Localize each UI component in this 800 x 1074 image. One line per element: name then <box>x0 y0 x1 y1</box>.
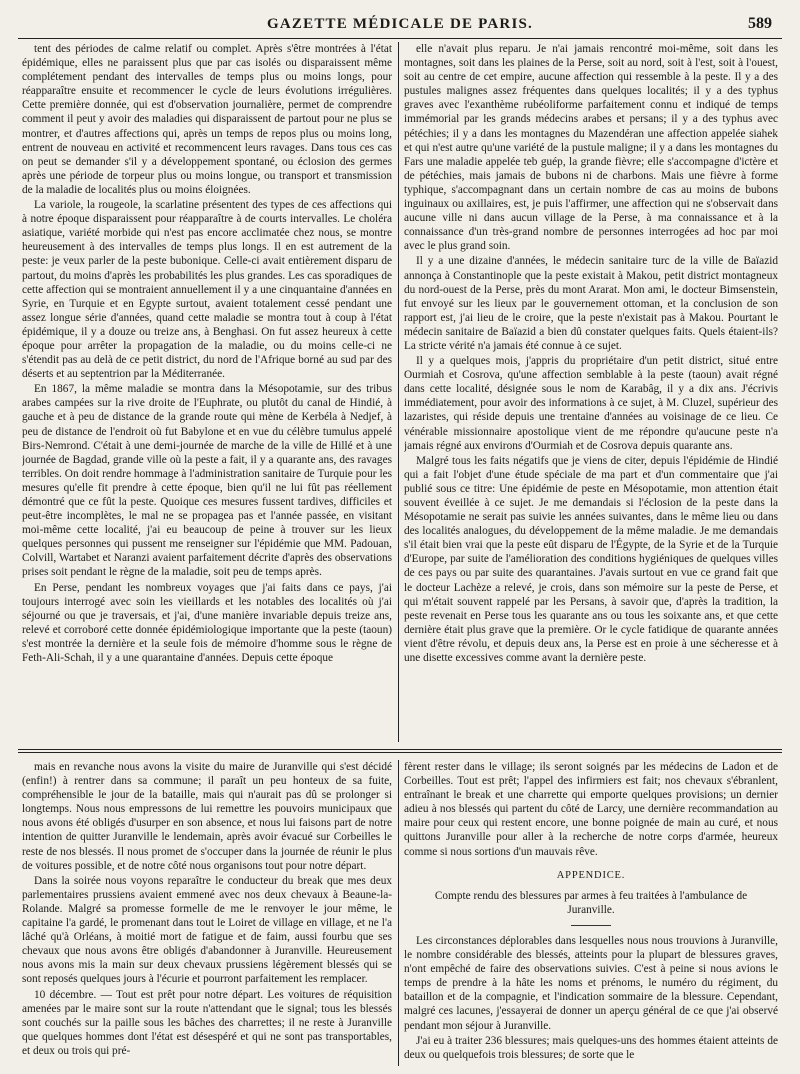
paragraph: Il y a quelques mois, j'appris du propriétaire d'un petit district, situé entre Ourmiah et Cosrova, qu'une affection semblable à la peste (taoun) avait régné dans cette localité, désignée sous le nom de Karabâg, il y a dix ans. J'écrivis immédiatement, pour avoir des informations à ce sujet, à M. Cluzel, supérieur des lazaristes, qui réside depuis une trentaine d'années au voisinage de ce lieu. Ce vénérable missionnaire apostolique vient de me répondre qu'aucune peste n'a jamais régné aux environs d'Ourmiah et de Cosrova depuis quarante ans. <box>404 355 778 452</box>
journal-title: GAZETTE MÉDICALE DE PARIS. <box>267 16 533 32</box>
column-divider <box>398 760 399 1066</box>
paragraph: mais en revanche nous avons la visite du maire de Juranville qui s'est décidé (enfin!) à rentrer dans sa commune; il paraît un peu honteux de sa fuite, compréhensible le jour de la bataille, mais qui n'aurait pas dû se prolonger si longtemps. Nous nous empressons de lui remettre les pouvoirs municipaux que nous avons été obligés d'usurper en son absence, et nous lui faisons part de notre intention de quitter Juranville le lendemain, après avoir évacué sur Corbeilles le reste de nos blessés. Il nous promet de s'occuper dans la journée de réunir le plus de voitures possible, et de notre côté nous organisons tout pour notre départ. <box>22 761 392 872</box>
paragraph: Il y a une dizaine d'années, le médecin sanitaire turc de la ville de Baïazid annonça à Constantinople que la peste existait à Makou, petit district montagneux du nord-ouest de la Perse, près du mont Ararat. Mon ami, le docteur Bimsenstein, fut envoyé sur les lieux par le gouvernement ottoman, et la conclusion de son rapport est, j'ai lieu de le croire, que la peste n'existait pas à Makou. Pourtant le médecin sanitaire de Baïazid a bien dû constater quelques faits. Quels étaient-ils? La stricte vérité n'a jamais été connue à ce sujet. <box>404 255 778 352</box>
appendix-subtitle: Compte rendu des blessures par armes à feu traitées à l'ambulance de Juranville. <box>434 889 748 916</box>
top-left-column <box>22 42 392 742</box>
section-rule <box>18 749 782 750</box>
header-rule <box>18 38 782 39</box>
paragraph: J'ai eu à traiter 236 blessures; mais quelques-uns des hommes étaient atteints de deux ou quelquefois trois blessures; de sorte que le <box>404 1034 778 1061</box>
paragraph: En Perse, pendant les nombreux voyages que j'ai faits dans ce pays, j'ai toujours interrogé avec soin les vieillards et les notables des localités où j'ai séjourné ou que je traversais, et j'ai, d'une manière invariable depuis treize ans, relevé et corroboré cette donnée épidémiologique importante que la peste (taoun) s'est montrée la dernière et la seule fois de mémoire d'homme sous le règne de Feth-Ali-Schah, il y a une quarantaine d'années. Depuis cette époque <box>22 581 392 665</box>
appendix-rule <box>571 925 611 926</box>
running-header <box>20 14 780 38</box>
paragraph: elle n'avait plus reparu. Je n'ai jamais rencontré moi-même, soit dans les montagnes, soit dans les plaines de la Perse, soit au nord, soit à l'est, soit à l'ouest, soit au centre de cet empire, aucune affection qui ressemble à la peste. Il y a des pustules malignes assez fréquentes dans quelques localités; il y a des typhus graves avec l'exanthème rubéoliforme parfaitement connu et indiqué de temps immémorial par les grands médecins arabes et persans; il y a des typhus avec pétéchies; il y a dans les montagnes du Mazendéran une affection appelée siahek et qui n'est autre qu'une variété de la pustule maligne; il y a dans les montagnes du Fars une maladie appelée teb guép, la grande fièvre; elle s'accompagne d'ictère et de pétéchies, mais jamais de bubons ni de charbons. Mais une fièvre à forme typhique, s'accompagnant dans un certain nombre de cas au moins de bubons inguinaux ou axillaires, est, je puis l'affirmer, une affection qui ne s'observait dans aucune ville ni dans aucun village de la Perse, à ma connaissance et à la connaissance d'un très-grand nombre de personnes interrogées ad hoc par moi avec le plus grand soin. <box>404 43 778 253</box>
paragraph: Les circonstances déplorables dans lesquelles nous nous trouvions à Juranville, le nombre considérable des blessés, atteints pour la plupart de blessures graves, n'ont empêché de faire des observations suivies. C'est à peine si nous avions le temps de prendre à la hâte les noms et prénoms, le numéro du régiment, du bataillon et de la compagnie, et l'indication sommaire de la blessure. Cependant, malgré ces lacunes, j'essayerai de donner un aperçu général de ce que j'ai observé pendant mon séjour à Juranville. <box>404 934 778 1032</box>
top-right-column <box>404 42 778 742</box>
bottom-right-column <box>404 760 778 1066</box>
bottom-left-column <box>22 760 392 1066</box>
paragraph: En 1867, la même maladie se montra dans la Mésopotamie, sur des tribus arabes campées sur la rive droite de l'Euphrate, ou plutôt du canal de Hindié, à gauche et à peu de distance de la grande route qui mène de Kerbéla à Nedjef, à peu de distance de l'endroit où fut Babylone et en vue du célèbre tumulus appelé Birs-Nemrond. C'était à une demi-journée de marche de la ville de Hillé et à une journée de Bagdad, grande ville où la peste a fait, il y a quarante ans, des ravages terribles. On doit rendre hommage à l'administration sanitaire de Turquie pour les mesures qu'elle fit prendre à cette époque, bien qu'il ne lui fût pas réellement démontré que ce fût la peste. Quoique ces mesures fussent tardives, difficiles et peut-être incomplètes, le mal ne se propagea pas et l'année passée, en visitant moi-même cette localité, j'ai eu beaucoup de peine à trouver sur les lieux quelques personnes qui pussent me renseigner sur l'épidémie que MM. Padouan, Colvill, Wartabet et Naranzi avaient parfaitement décrite d'après des observations prises soit pendant le règne de la maladie, soit peu de temps après. <box>22 383 392 579</box>
page-number: 589 <box>748 15 772 32</box>
column-divider <box>398 42 399 742</box>
paragraph: Dans la soirée nous voyons reparaître le conducteur du break que mes deux parlementaires prussiens avaient emmené avec nos deux chevaux à Beaune-la-Rolande. Malgré sa promesse formelle de me le renvoyer le jour même, le capitaine l'a gardé, le promenant dans tout le Loiret de village en village, et ne l'a lâché qu'à Orléans, à moitié mort de fatigue et de faim, aussi fourbu que ses chevaux que nous avons être obligés d'abandonner à Juranville. Heureusement nous avons mis la main sur deux chevaux prussiens légèrement blessés qui se sont reposés quelques jours à l'écurie et pourront parfaitement les remplacer. <box>22 874 392 986</box>
paragraph: Malgré tous les faits négatifs que je viens de citer, depuis l'épidémie de Hindié qui a fait l'objet d'une étude spéciale de ma part et d'un commentaire que j'ai publié sous ce titre: Une épidémie de peste en Mésopotamie, mon attention était souvent éveillée à ce sujet. Je me demandais si l'éclosion de la peste dans la Mésopotamie ne serait pas suivie les années suivantes, dans le même lieu ou dans des localités analogues, du développement de la même maladie. Je me demandais s'il était bien vrai que la peste eût disparu de l'Égypte, de la Syrie et de la Turquie d'Europe, par suite de l'amélioration des conditions hygiéniques de quelques villes de ces pays ou par suite des quarantaines. J'avais surtout en vue ce grand fait que le docteur Lachèze a relevé, je crois, dans son mémoire sur la peste de Perse, et qui m'était souvent rappelé par les Persans, à savoir que, d'après la tradition, la peste revenait en Perse tous les quarante ans ou tous les soixante ans, et que cette dernière était plus grave que la première. Or le cycle fatidique de quarante années vient d'être révolu, et depuis deux ans, la Perse est en proie à une sécheresse et à une disette excessives comme avant la dernière peste. <box>404 454 778 665</box>
paragraph: 10 décembre. — Tout est prêt pour notre départ. Les voitures de réquisition amenées par le maire sont sur la route n'attendant que le signal; tous les blessés sont couchés sur la paille sous les bâches des charrettes; il ne reste à Juranville que quelques hommes dont l'état est désespéré et qui ne sont pas transportables, et deux ou trois qui pré- <box>22 988 392 1057</box>
appendix-title: APPENDICE. <box>556 869 626 881</box>
paragraph: fèrent rester dans le village; ils seront soignés par les médecins de Ladon et de Corbeilles. Tout est prêt; l'appel des infirmiers est fait; nos chevaux s'ébranlent, entraînant le break et une charrette qui emporte quelques provisions; un dernier adieu à nos blessés qui partent du côté de Larcy, une dernière recommandation au maire pour ceux qui restent encore, une bonne poignée de main au curé, et nous quittons Juranville pour aller à la recherche de notre corps d'armée, heureux comme si nous sortions d'un mauvais rêve. <box>404 761 778 858</box>
paragraph: tent des périodes de calme relatif ou complet. Après s'être montrées à l'état épidémique, elles ne paraissent plus que par cas isolés ou disparaissent même complétement pendant des intervalles de temps plus ou moins longs, pour réapparaître ensuite et recommencer le cycle de leurs évolutions irrégulières. Cette première donnée, qui est d'observation journalière, permet de comprendre comment il peut y avoir des maladies qui disparaissent de partout pour ne plus se montrer, et d'autres affections qui, après un temps de repos plus ou moins long, entrent de nouveau en activité et recommencent leurs ravages. Dans tous ces cas on peut se demander s'il y a développement spontané, ou éclosion des germes après une période de torpeur plus ou moins longue, ou transport et transmission de la maladie de localités plus ou moins éloignées. <box>22 43 392 196</box>
paragraph: La variole, la rougeole, la scarlatine présentent des types de ces affections qui à notre époque disparaissent pour réapparaître à de courts intervalles. Le choléra asiatique, variété morbide qui n'est pas encore acclimatée chez nous, se montre heureusement à des intervalles de temps plus longs. Il en est autrement de la peste: je veux parler de la peste bubonique. Celle-ci avait entièrement disparu de partout, du moins d'après les probabilités les plus grandes. Les cas sporadiques de cette affection qui se montraient annuellement il y a une cinquantaine d'années en Syrie, en Turquie et en Egypte surtout, avaient totalement cessé pendant une assez longue série d'années, quand cette maladie se montra tout à coup à l'état épidémique, il y a douze ou treize ans, à Benghasi. On fut assez heureux à cette époque pour arrêter la propagation de la maladie, ou du moins celle-ci ne s'étendit pas au delà de ce petit district, du nord de l'Afrique borné au sud par des déserts et au septentrion par la Méditerranée. <box>22 199 392 381</box>
section-rule <box>18 752 782 753</box>
